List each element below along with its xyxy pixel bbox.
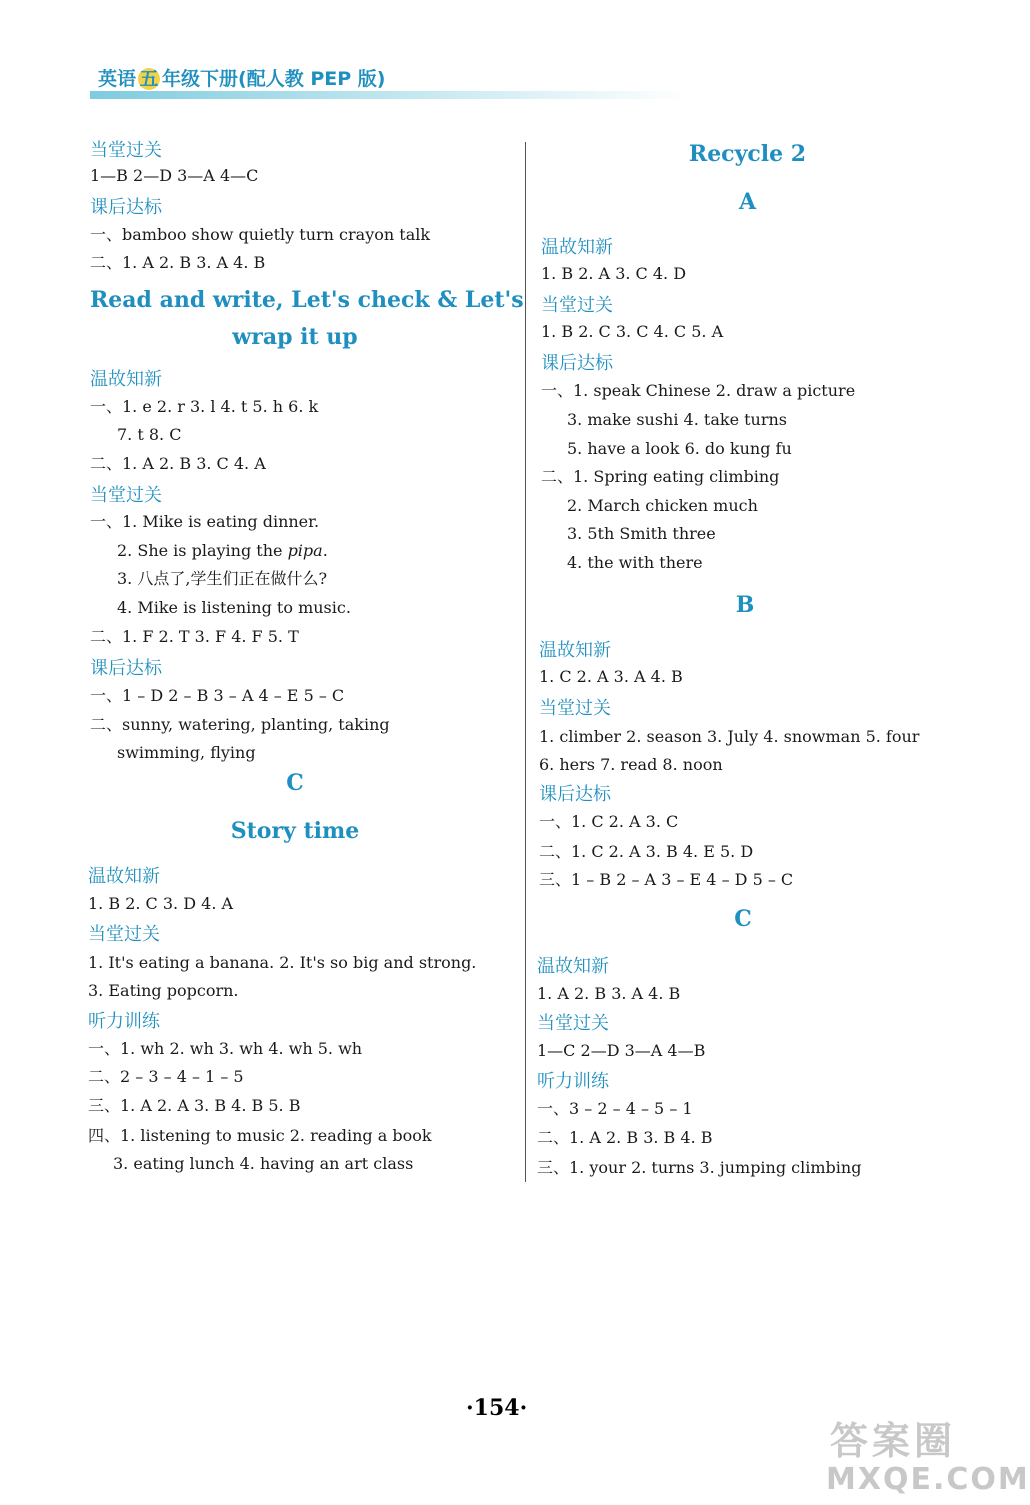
answer-line (117, 541, 328, 561)
answer-line: 四、1. listening to music 2. reading a book (88, 1126, 432, 1145)
section-label: 当堂过关 (88, 924, 160, 945)
watermark-domain: MXQE.COM (826, 1462, 1030, 1497)
answer-line: 7. t 8. C (117, 425, 182, 444)
answer-line: 1. climber 2. season 3. July 4. snowman 5. four (539, 727, 920, 746)
answer-line: 二、1. A 2. B 3. C 4. A (90, 454, 266, 473)
section-label: 温故知新 (541, 237, 613, 258)
header-decorative-band (90, 91, 690, 99)
answer-line: 1. A 2. B 3. A 4. B (537, 984, 681, 1003)
answer-line: 3. 八点了,学生们正在做什么? (117, 569, 328, 588)
answer-line: 一、1. Mike is eating dinner. (90, 512, 320, 531)
subject-label: 英语 (98, 68, 137, 90)
answer-line: 1—C 2—D 3—A 4—B (537, 1041, 706, 1060)
unit-section-title: Read and write, Let's check & Let's (90, 287, 524, 313)
answer-line: 3. 5th Smith three (567, 524, 716, 543)
grade-badge: 五 (139, 68, 159, 90)
italic-word: pipa (287, 541, 323, 560)
answer-line: 3. make sushi 4. take turns (567, 410, 788, 429)
part-title: C (286, 770, 304, 796)
answer-line: 5. have a look 6. do kung fu (567, 439, 792, 458)
section-label: 课后达标 (90, 658, 162, 679)
answer-line: 6. hers 7. read 8. noon (539, 755, 723, 774)
answer-line: 3. eating lunch 4. having an art class (113, 1154, 414, 1173)
page-number: ·154· (466, 1395, 528, 1421)
answer-line: 二、2 – 3 – 4 – 1 – 5 (88, 1067, 244, 1086)
answer-line: 1. B 2. C 3. C 4. C 5. A (541, 322, 724, 341)
section-label: 当堂过关 (541, 295, 613, 316)
answer-line: 三、1. A 2. A 3. B 4. B 5. B (88, 1096, 301, 1115)
unit-section-title-cont: wrap it up (232, 324, 358, 350)
part-title: A (738, 189, 757, 215)
answer-line: 1. B 2. C 3. D 4. A (88, 894, 234, 913)
section-label: 当堂过关 (539, 698, 611, 719)
section-label: 当堂过关 (90, 485, 162, 506)
answer-line: 二、1. F 2. T 3. F 4. F 5. T (90, 627, 299, 646)
answer-line: 一、1 – D 2 – B 3 – A 4 – E 5 – C (90, 686, 345, 705)
part-title: B (735, 592, 755, 618)
answer-line: swimming, flying (117, 743, 256, 762)
section-label: 当堂过关 (537, 1013, 609, 1034)
answer-line: 二、sunny, watering, planting, taking (90, 715, 390, 734)
column-divider (525, 142, 526, 1182)
answer-line: 一、bamboo show quietly turn crayon talk (90, 225, 431, 244)
section-label: 温故知新 (537, 956, 609, 977)
answer-line: 二、1. C 2. A 3. B 4. E 5. D (539, 842, 754, 861)
answer-line: 一、1. e 2. r 3. l 4. t 5. h 6. k (90, 397, 319, 416)
answer-line: 二、1. A 2. B 3. B 4. B (537, 1128, 713, 1147)
watermark-logo-text: 答案圈 (830, 1419, 957, 1463)
book-title (98, 64, 385, 91)
answer-line: 一、1. speak Chinese 2. draw a picture (541, 381, 856, 400)
answer-line: 1. B 2. A 3. C 4. D (541, 264, 687, 283)
answer-line: 三、1 – B 2 – A 3 – E 4 – D 5 – C (539, 870, 794, 889)
answer-line: 1—B 2—D 3—A 4—C (90, 166, 259, 185)
answer-line: 1. C 2. A 3. A 4. B (539, 667, 683, 686)
section-label: 听力训练 (537, 1071, 609, 1092)
section-label: 温故知新 (90, 369, 162, 390)
answer-line: 一、1. wh 2. wh 3. wh 4. wh 5. wh (88, 1039, 363, 1058)
section-label: 温故知新 (539, 640, 611, 661)
answer-line: 4. Mike is listening to music. (117, 598, 351, 617)
part-title: C (734, 906, 752, 932)
answer-line: 3. Eating popcorn. (88, 981, 239, 1000)
answer-line: 一、1. C 2. A 3. C (539, 812, 679, 831)
section-label: 听力训练 (88, 1011, 160, 1032)
answer-line: 一、3 – 2 – 4 – 5 – 1 (537, 1099, 693, 1118)
section-label: 课后达标 (90, 197, 162, 218)
answer-line: 2. March chicken much (567, 496, 758, 515)
unit-title: Recycle 2 (688, 141, 807, 167)
answer-line: 1. It's eating a banana. 2. It's so big and strong. (88, 953, 477, 972)
answer-line: 二、1. Spring eating climbing (541, 467, 780, 486)
book-title-rest: 年级下册(配人教 PEP 版) (162, 68, 386, 90)
section-label: 温故知新 (88, 866, 160, 887)
answer-text: 2. She is playing the (117, 541, 288, 560)
site-watermark (820, 1410, 1030, 1498)
section-label: 当堂过关 (90, 140, 162, 161)
answer-line: 4. the with there (567, 553, 703, 572)
answer-text: . (322, 541, 328, 560)
section-label: 课后达标 (539, 784, 611, 805)
section-label: 课后达标 (541, 353, 613, 374)
lesson-title: Story time (230, 818, 360, 844)
answer-line: 二、1. A 2. B 3. A 4. B (90, 253, 266, 272)
answer-line: 三、1. your 2. turns 3. jumping climbing (537, 1158, 862, 1177)
